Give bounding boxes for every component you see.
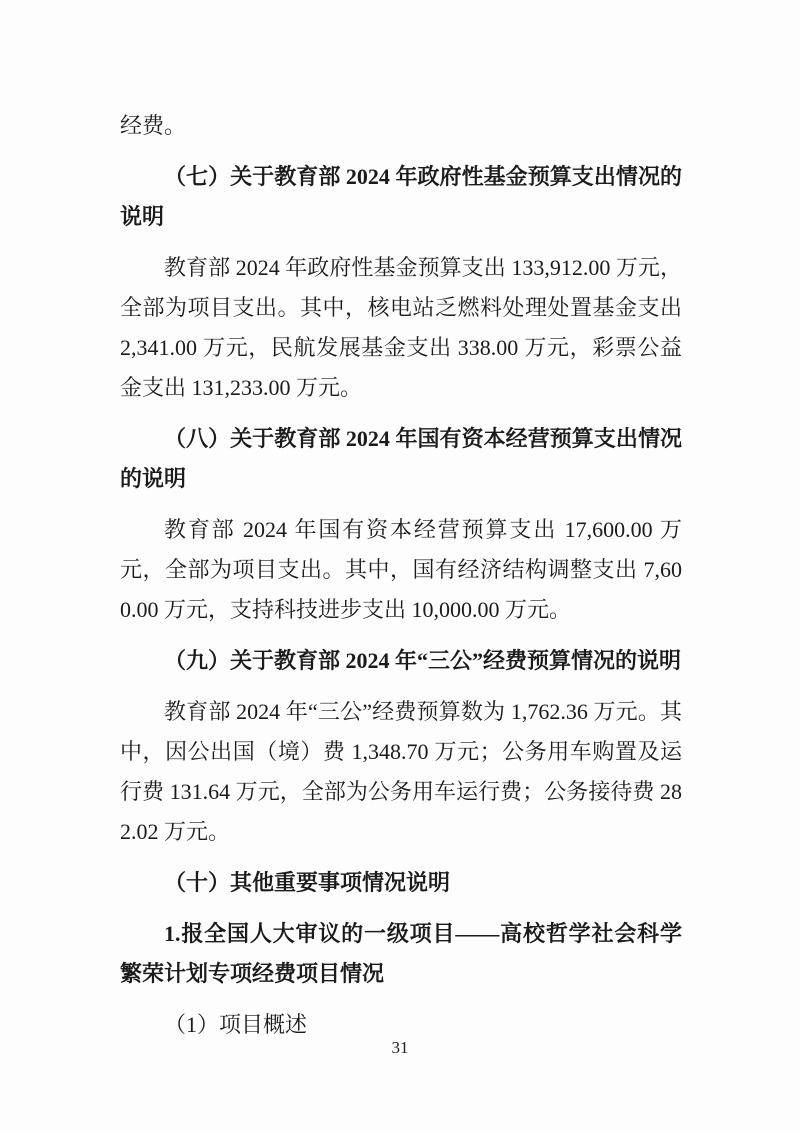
paragraph-gov-fund-budget: 教育部 2024 年政府性基金预算支出 133,912.00 万元，全部为项目支出。其中，核电站乏燃料处理处置基金支出 2,341.00 万元，民航发展基金支出 338.00 万元，彩票公益金支出 131,233.00 万元。 [120, 255, 682, 400]
section-heading-10-other-important-matters: （十）其他重要事项情况说明 [164, 870, 451, 895]
section-heading-7-gov-fund-budget: （七）关于教育部 2024 年政府性基金预算支出情况的说明 [120, 164, 682, 229]
subsection-heading-1-npc-reviewed-project: 1.报全国人大审议的一级项目——高校哲学社会科学繁荣计划专项经费项目情况 [120, 921, 682, 986]
paragraph-state-capital-budget: 教育部 2024 年国有资本经营预算支出 17,600.00 万元，全部为项目支出。其中，国有经济结构调整支出 7,600.00 万元，支持科技进步支出 10,000.00 万元。 [120, 517, 682, 622]
paragraph-three-public-expenses: 教育部 2024 年“三公”经费预算数为 1,762.36 万元。其中，因公出国（境）费 1,348.70 万元；公务用车购置及运行费 131.64 万元，全部为公务用车运行费；公务接待费 282.02 万元。 [120, 699, 682, 844]
paragraph-continuation-funds: 经费。 [120, 113, 187, 138]
section-heading-8-state-capital-budget: （八）关于教育部 2024 年国有资本经营预算支出情况的说明 [120, 426, 682, 491]
page-content [120, 106, 682, 1045]
paragraph-project-overview: （1）项目概述 [164, 1012, 308, 1037]
page-number: 31 [391, 1038, 409, 1057]
section-heading-9-three-public-expenses: （九）关于教育部 2024 年“三公”经费预算情况的说明 [164, 648, 682, 673]
